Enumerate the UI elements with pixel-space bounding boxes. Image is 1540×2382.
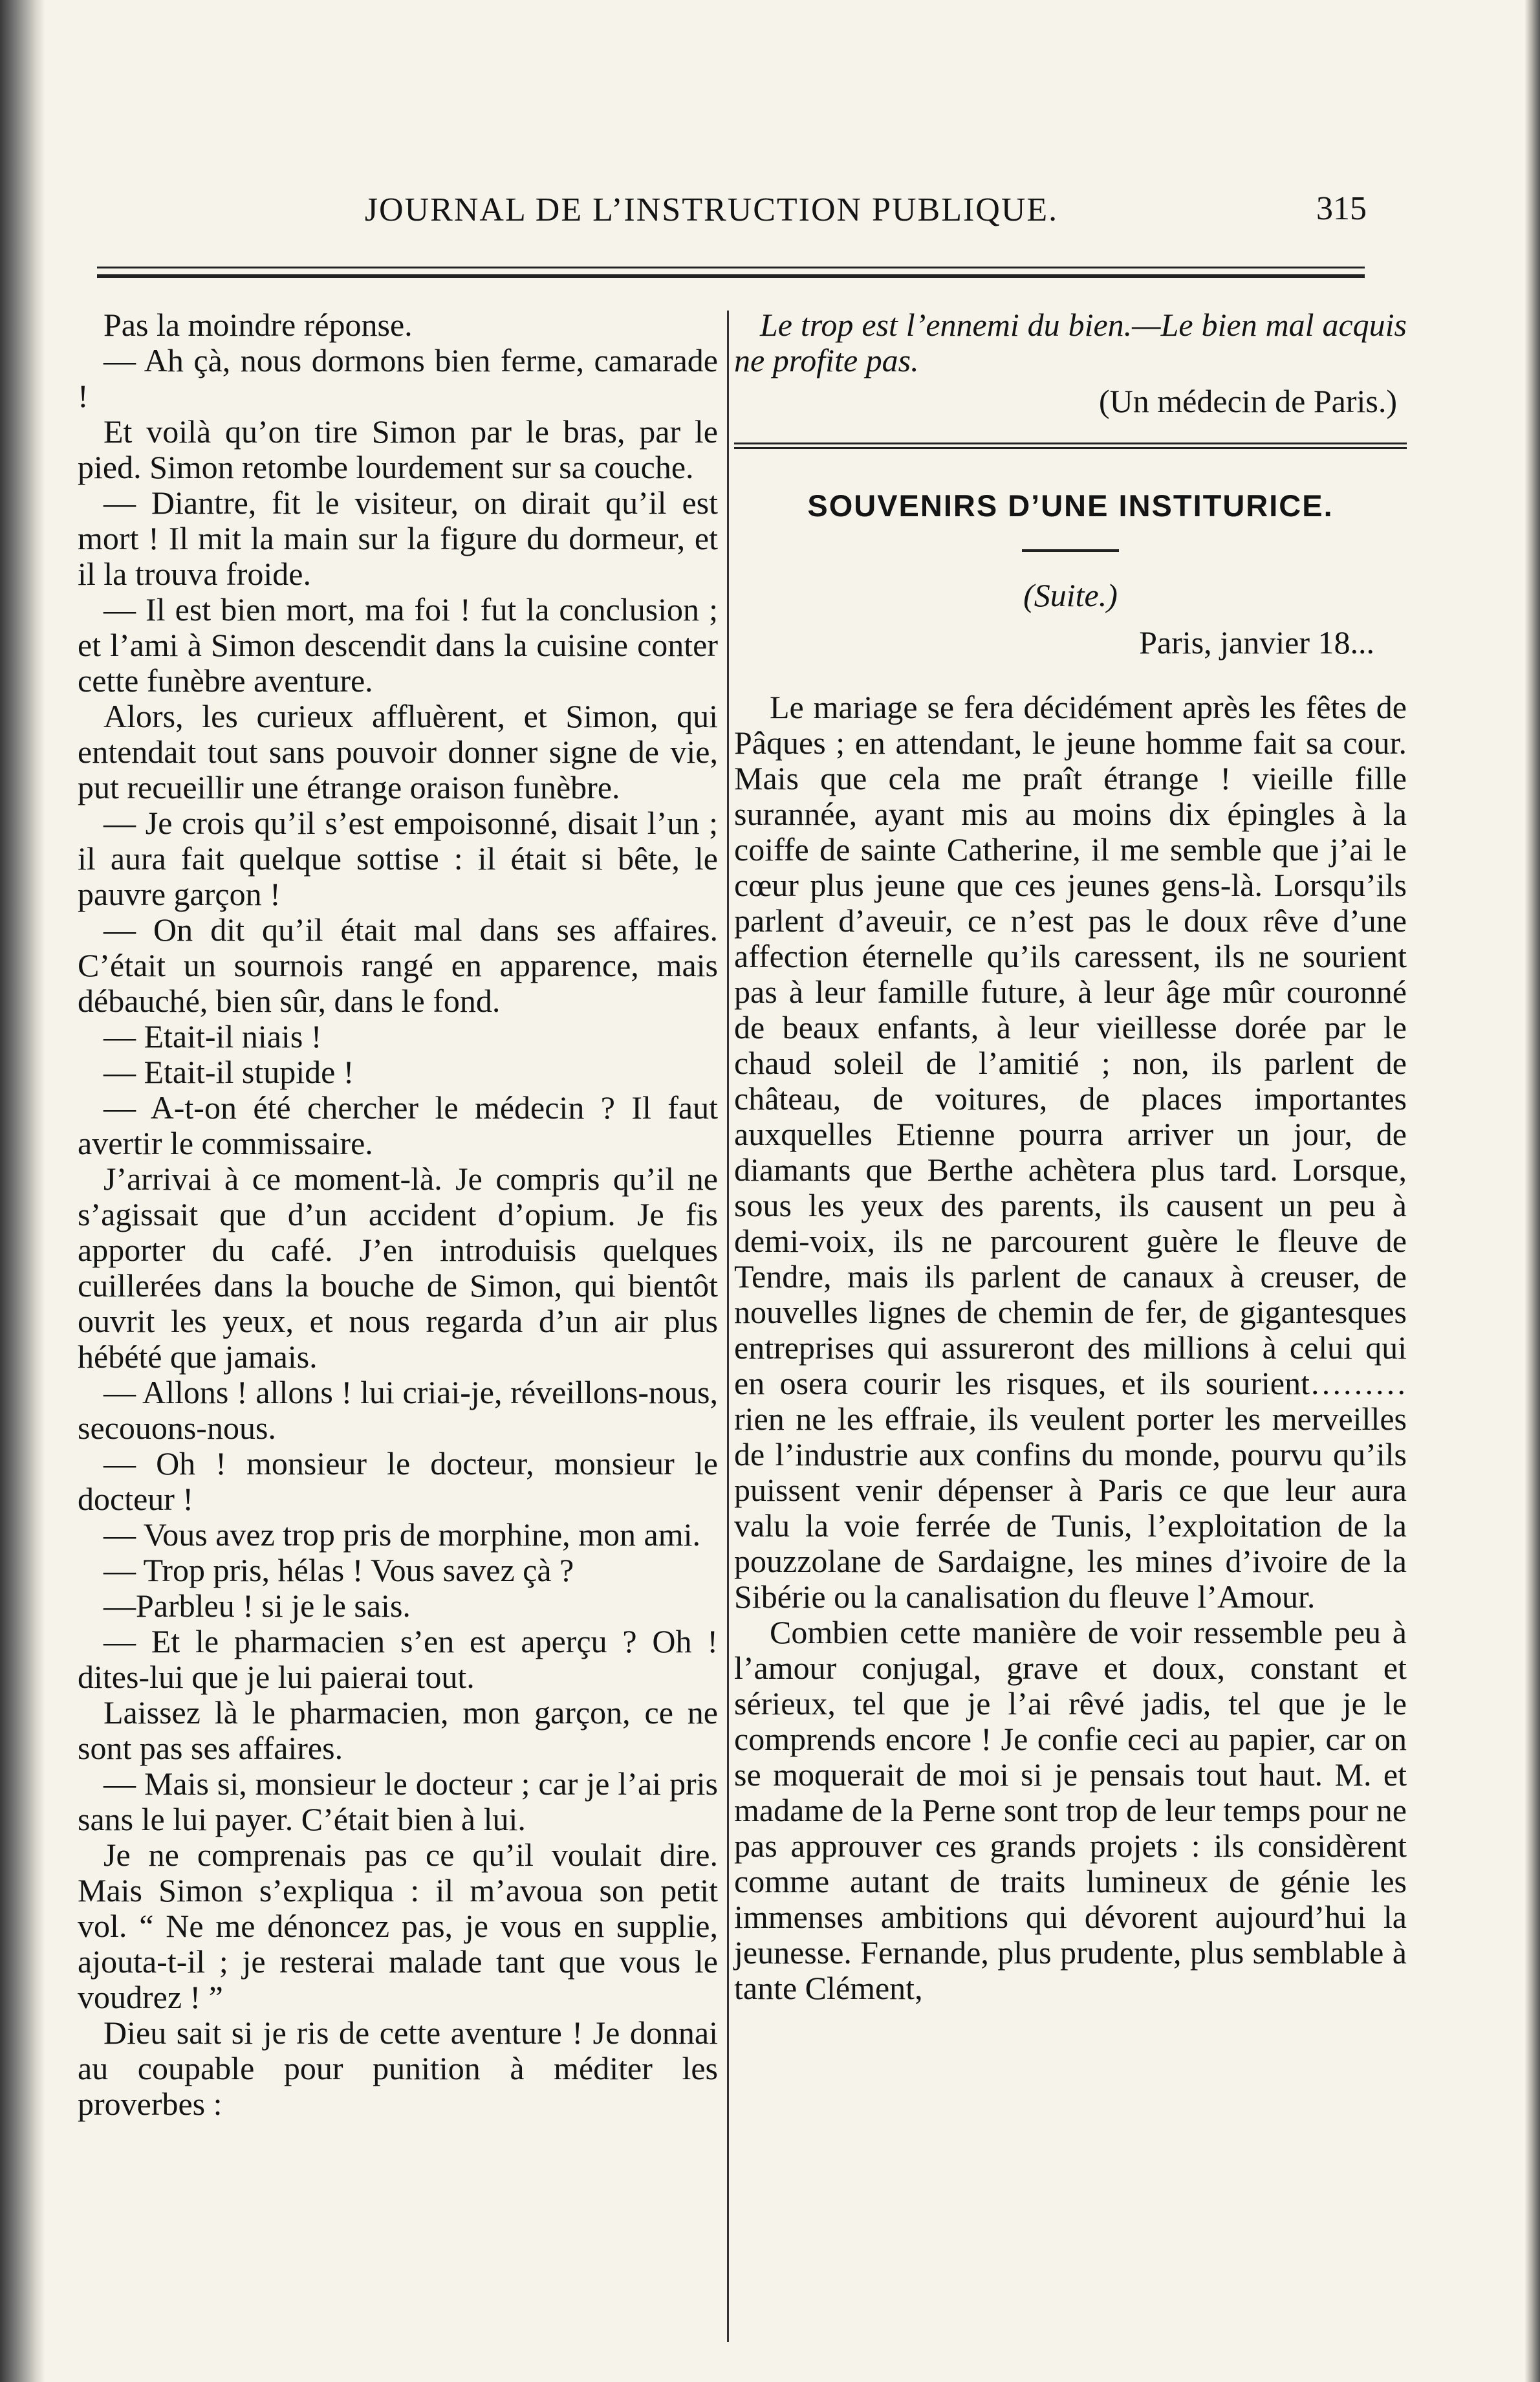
paragraph: —Parbleu ! si je le sais. (103, 1588, 411, 1624)
paragraph: — Il est bien mort, ma foi ! fut la conclusion ; et l’ami à Simon descendit dans la cuisine conter cette funèbre aventure. (78, 591, 718, 699)
dateline: Paris, janvier 18... (1139, 624, 1374, 661)
paragraph: — A-t-on été chercher le médecin ? Il faut avertir le commissaire. (78, 1089, 718, 1161)
column-divider (727, 311, 729, 2342)
running-head: JOURNAL DE L’INSTRUCTION PUBLIQUE. (364, 191, 1059, 228)
page-number: 315 (1316, 190, 1367, 227)
paragraph: Dieu sait si je ris de cette aventure ! Je donnai au coupable pour punition à méditer les proverbes : (78, 2015, 718, 2122)
paragraph: — Vous avez trop pris de morphine, mon ami. (103, 1516, 701, 1553)
article-body (734, 690, 1407, 2006)
paragraph: — Diantre, fit le visiteur, on dirait qu’il est mort ! Il mit la main sur la figure du dormeur, et il la trouva froide. (78, 485, 718, 592)
header-rule-thick (97, 274, 1365, 278)
title-underline-rule (1022, 549, 1119, 552)
paragraph: Alors, les curieux affluèrent, et Simon, qui entendait tout sans pouvoir donner signe de vie, put recueillir une étrange oraison funèbre. (78, 698, 718, 805)
paragraph: — Mais si, monsieur le docteur ; car je l’ai pris sans le lui payer. C’était bien à lui. (78, 1765, 718, 1837)
paragraph: Pas la moindre réponse. (103, 307, 413, 343)
epigraph-proverbs: Le trop est l’ennemi du bien.—Le bien mal acquis ne profite pas. (734, 307, 1407, 378)
paragraph: — Allons ! allons ! lui criai-je, réveillons-nous, secouons-nous. (78, 1374, 718, 1446)
paragraph: Le mariage se fera décidément après les fêtes de Pâques ; en attendant, le jeune homme fait sa cour. Mais que cela me praît étrange ! vieille fille surannée, ayant mis au moins dix épingles à la coiffe de sainte Catherine, il me semble que j’ai le cœur plus jeune que ces jeunes gens-là. Lorsqu’ils parlent d’aveuir, ce n’est pas le doux rêve d’une affection éternelle qu’ils caressent, ils ne sourient pas à leur famille future, à leur âge mûr couronné de beaux enfants, à leur vieillesse dorée par le chaud soleil de l’amitié ; non, ils parlent de château, de voitures, de places importantes auxquelles Etienne pourra arriver un jour, de diamants que Berthe achètera plus tard. Lorsque, sous les yeux des parents, ils causent un peu à demi-voix, ils ne parcourent guère le fleuve de Tendre, mais ils parlent de canaux à creuser, de nouvelles lignes de chemin de fer, de gigantesques entreprises qui assureront des millions à celui qui en osera courir les risques, et ils sourient……… rien ne les effraie, ils veulent porter les merveilles de l’industrie aux confins du monde, pourvu qu’ils puissent venir dépenser à Paris ce que leur aura valu la voie ferrée de Tunis, l’exploitation de la pouzzolane de Sardaigne, les mines d’ivoire de la Sibérie ou la canalisation du fleuve l’Amour. (734, 689, 1407, 1615)
page-edge-shadow (1524, 0, 1540, 2382)
section-rule (734, 443, 1407, 444)
paragraph: Laissez là le pharmacien, mon garçon, ce ne sont pas ses affaires. (78, 1694, 718, 1766)
paragraph: — Etait-il stupide ! (103, 1054, 354, 1090)
paragraph: — Ah çà, nous dormons bien ferme, camarade ! (78, 342, 718, 414)
paragraph: Combien cette manière de voir ressemble peu à l’amour conjugal, grave et doux, constant et sérieux, tel que je l’ai rêvé jadis, tel que je le comprends encore ! Je confie ceci au papier, car on se moquerait de moi si je pensais tout haut. M. et madame de la Perne sont trop de leur temps pour ne pas approuver ces grands projets : ils considèrent comme autant de traits lumineux de génie les immenses ambitions qui dévorent aujourd’hui la jeunesse. Fernande, plus prudente, plus semblable à tante Clément, (734, 1614, 1407, 2006)
book-spine-shadow (0, 0, 45, 2382)
paragraph: — Etait-il niais ! (103, 1018, 322, 1054)
article-title: SOUVENIRS D’UNE INSTITURICE. (807, 488, 1334, 523)
epigraph-attribution: (Un médecin de Paris.) (1099, 383, 1397, 419)
right-column (734, 307, 1407, 2006)
paragraph: J’arrivai à ce moment-là. Je compris qu’il ne s’agissait que d’un accident d’opium. Je fis apporter du café. J’en introduisis quelques cuillerées dans la bouche de Simon, qui bientôt ouvrit les yeux, et nous regarda d’un air plus hébété que jamais. (78, 1161, 718, 1375)
paragraph: — Trop pris, hélas ! Vous savez çà ? (103, 1552, 574, 1588)
paragraph: — On dit qu’il était mal dans ses affaires. C’était un sournois rangé en apparence, mais débauché, bien sûr, dans le fond. (78, 912, 718, 1019)
section-rule-second (734, 447, 1407, 449)
header-rule (97, 267, 1365, 268)
continuation-note: (Suite.) (1023, 577, 1118, 613)
paragraph: — Et le pharmacien s’en est aperçu ? Oh ! dites-lui que je lui paierai tout. (78, 1623, 718, 1695)
paragraph: Et voilà qu’on tire Simon par le bras, par le pied. Simon retombe lourdement sur sa couche. (78, 413, 718, 485)
paragraph: — Oh ! monsieur le docteur, monsieur le docteur ! (78, 1445, 718, 1517)
paragraph: Je ne comprenais pas ce qu’il voulait dire. Mais Simon s’expliqua : il m’avoua son petit vol. “ Ne me dénoncez pas, je vous en supplie, ajouta-t-il ; je resterai malade tant que vous le voudrez ! ” (78, 1837, 718, 2015)
paragraph: — Je crois qu’il s’est empoisonné, disait l’un ; il aura fait quelque sottise : il était si bête, le pauvre garçon ! (78, 805, 718, 912)
left-column (78, 307, 718, 2122)
